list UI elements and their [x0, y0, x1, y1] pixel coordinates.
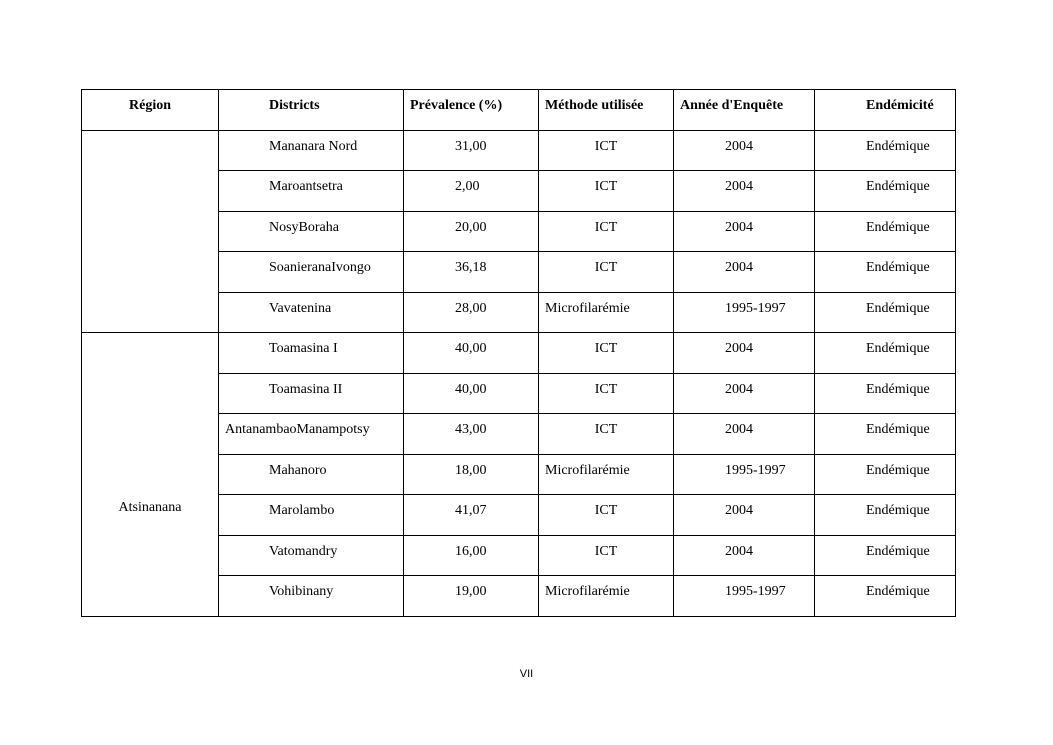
prevalence-cell: 40,00	[404, 373, 539, 414]
year-cell: 2004	[674, 495, 815, 536]
district-cell: Marolambo	[219, 495, 404, 536]
prevalence-cell: 16,00	[404, 535, 539, 576]
header-districts: Districts	[219, 90, 404, 131]
year-cell: 2004	[674, 414, 815, 455]
method-cell: Microfilarémie	[539, 292, 674, 333]
endemicity-cell: Endémique	[815, 292, 956, 333]
endemicity-cell: Endémique	[815, 454, 956, 495]
year-cell: 2004	[674, 211, 815, 252]
method-cell: ICT	[539, 333, 674, 374]
prevalence-cell: 28,00	[404, 292, 539, 333]
endemicity-cell: Endémique	[815, 252, 956, 293]
year-cell: 1995-1997	[674, 576, 815, 617]
district-cell: Toamasina II	[219, 373, 404, 414]
year-cell: 2004	[674, 130, 815, 171]
method-cell: ICT	[539, 130, 674, 171]
header-prevalence: Prévalence (%)	[404, 90, 539, 131]
region-cell: Atsinanana	[82, 333, 219, 617]
endemicity-cell: Endémique	[815, 414, 956, 455]
endemicity-cell: Endémique	[815, 171, 956, 212]
prevalence-cell: 43,00	[404, 414, 539, 455]
district-cell: Toamasina I	[219, 333, 404, 374]
prevalence-cell: 19,00	[404, 576, 539, 617]
district-cell: Vohibinany	[219, 576, 404, 617]
district-cell: Maroantsetra	[219, 171, 404, 212]
year-cell: 1995-1997	[674, 292, 815, 333]
endemicity-cell: Endémique	[815, 495, 956, 536]
header-endemicity: Endémicité	[815, 90, 956, 131]
district-cell: AntanambaoManampotsy	[219, 414, 404, 455]
method-cell: ICT	[539, 535, 674, 576]
year-cell: 2004	[674, 333, 815, 374]
header-year: Année d'Enquête	[674, 90, 815, 131]
prevalence-cell: 20,00	[404, 211, 539, 252]
prevalence-cell: 41,07	[404, 495, 539, 536]
endemicity-cell: Endémique	[815, 211, 956, 252]
method-cell: ICT	[539, 414, 674, 455]
year-cell: 1995-1997	[674, 454, 815, 495]
method-cell: ICT	[539, 373, 674, 414]
year-cell: 2004	[674, 171, 815, 212]
method-cell: ICT	[539, 495, 674, 536]
table-header-row	[82, 90, 956, 131]
method-cell: Microfilarémie	[539, 454, 674, 495]
header-method: Méthode utilisée	[539, 90, 674, 131]
year-cell: 2004	[674, 252, 815, 293]
endemicity-cell: Endémique	[815, 333, 956, 374]
prevalence-table	[81, 89, 956, 617]
prevalence-cell: 40,00	[404, 333, 539, 374]
district-cell: Mahanoro	[219, 454, 404, 495]
region-cell	[82, 130, 219, 333]
district-cell: SoanieranaIvongo	[219, 252, 404, 293]
year-cell: 2004	[674, 373, 815, 414]
page-number: VII	[519, 668, 534, 680]
prevalence-cell: 2,00	[404, 171, 539, 212]
method-cell: ICT	[539, 171, 674, 212]
prevalence-cell: 36,18	[404, 252, 539, 293]
prevalence-cell: 31,00	[404, 130, 539, 171]
endemicity-cell: Endémique	[815, 373, 956, 414]
method-cell: ICT	[539, 211, 674, 252]
district-cell: Mananara Nord	[219, 130, 404, 171]
district-cell: Vavatenina	[219, 292, 404, 333]
method-cell: ICT	[539, 252, 674, 293]
table-row	[82, 333, 956, 374]
endemicity-cell: Endémique	[815, 130, 956, 171]
district-cell: NosyBoraha	[219, 211, 404, 252]
table-row	[82, 130, 956, 171]
prevalence-cell: 18,00	[404, 454, 539, 495]
header-region: Région	[82, 90, 219, 131]
endemicity-cell: Endémique	[815, 535, 956, 576]
district-cell: Vatomandry	[219, 535, 404, 576]
method-cell: Microfilarémie	[539, 576, 674, 617]
endemicity-cell: Endémique	[815, 576, 956, 617]
year-cell: 2004	[674, 535, 815, 576]
